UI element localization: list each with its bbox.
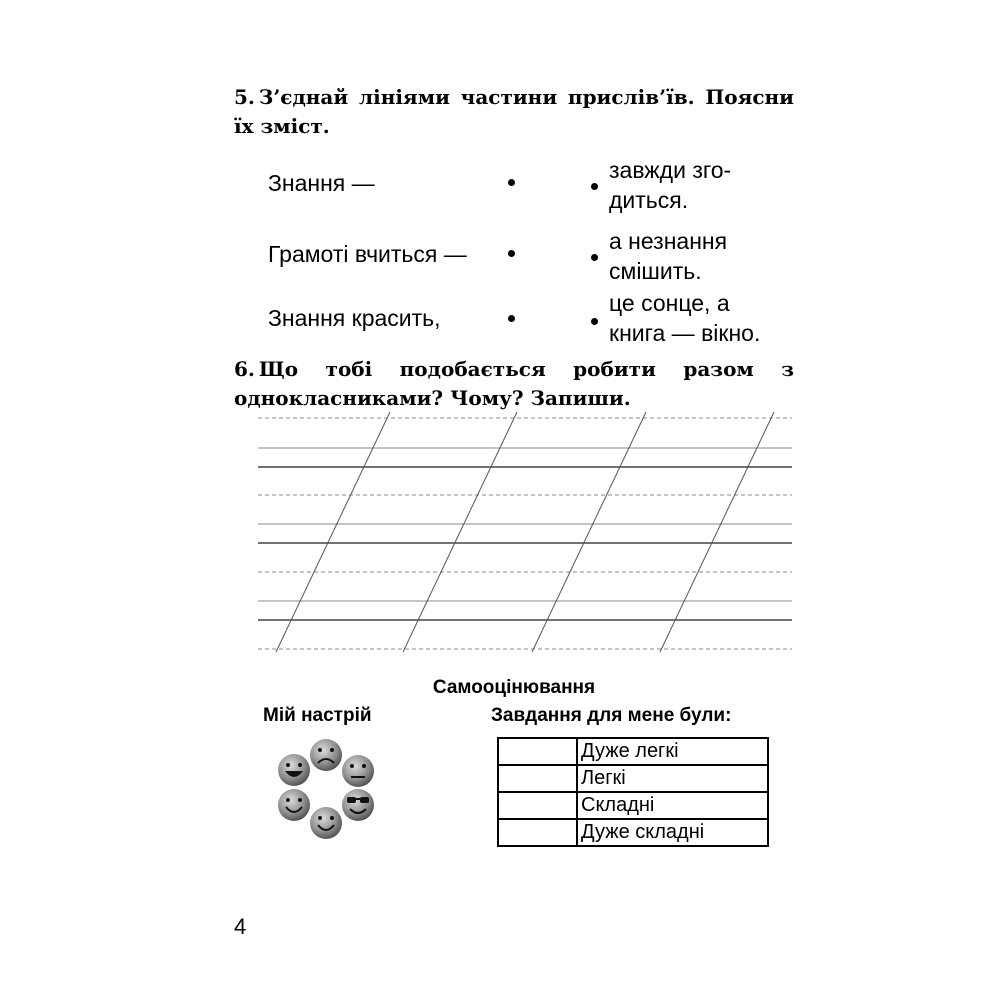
laughing-face-icon[interactable]: [278, 754, 310, 786]
option-very-difficult: Дуже складні: [577, 819, 768, 846]
sad-face-icon[interactable]: [310, 739, 342, 771]
task-6-title: [234, 355, 794, 413]
tasks-label: Завдання для мене були:: [491, 705, 732, 726]
table-row: [498, 819, 768, 846]
happy-face-icon[interactable]: [310, 807, 342, 839]
checkbox-cell-very-difficult[interactable]: [498, 819, 577, 846]
checkbox-cell-difficult[interactable]: [498, 792, 577, 819]
task-6-text: Що тобі подобається робити разом з однокласниками? Чому? Запиши.: [234, 357, 794, 410]
proverb-left-3: Знання красить,: [268, 305, 441, 331]
proverb-right-1-line-2: диться.: [609, 187, 689, 213]
cool-sunglasses-face-icon[interactable]: [342, 789, 374, 821]
left-connect-dot-3[interactable]: [508, 315, 515, 322]
proverb-right-3: [609, 288, 760, 348]
difficulty-table: [497, 737, 769, 847]
option-easy: Легкі: [577, 765, 768, 792]
proverb-right-2: [609, 226, 727, 286]
proverb-left-2: Грамоті вчиться —: [268, 241, 467, 267]
task-5-text: З’єднай лініями частини прислів’їв. Поясни їх зміст.: [234, 85, 794, 138]
left-connect-dot-2[interactable]: [508, 250, 515, 257]
page-number: 4: [234, 914, 247, 939]
proverb-right-3-line-1: це сонце, а: [609, 290, 730, 316]
worried-face-icon[interactable]: [342, 755, 374, 787]
right-connect-dot-2[interactable]: [591, 254, 598, 261]
table-row: [498, 792, 768, 819]
left-connect-dot-1[interactable]: [508, 179, 515, 186]
proverb-right-2-line-2: смішить.: [609, 258, 702, 284]
task-6-number: 6.: [234, 357, 255, 381]
task-5-number: 5.: [234, 85, 255, 109]
right-connect-dot-3[interactable]: [591, 318, 598, 325]
option-very-easy: Дуже легкі: [577, 738, 768, 765]
proverb-right-1: [609, 155, 731, 215]
self-assessment-title: Самооцінювання: [432, 677, 596, 698]
mood-label: Мій настрій: [263, 705, 372, 726]
proverb-right-1-line-1: завжди зго-: [609, 157, 732, 183]
smiling-face-icon[interactable]: [278, 789, 310, 821]
mood-faces-group: [270, 735, 382, 847]
proverb-right-2-line-1: а незнання: [609, 228, 728, 254]
task-5-title: [234, 83, 794, 141]
table-row: [498, 765, 768, 792]
proverb-left-1: Знання —: [268, 170, 375, 196]
option-difficult: Складні: [577, 792, 768, 819]
proverb-right-3-line-2: книга — вікно.: [609, 320, 761, 346]
writing-lines-area[interactable]: [258, 412, 792, 658]
checkbox-cell-very-easy[interactable]: [498, 738, 577, 765]
right-connect-dot-1[interactable]: [591, 183, 598, 190]
table-row: [498, 738, 768, 765]
checkbox-cell-easy[interactable]: [498, 765, 577, 792]
